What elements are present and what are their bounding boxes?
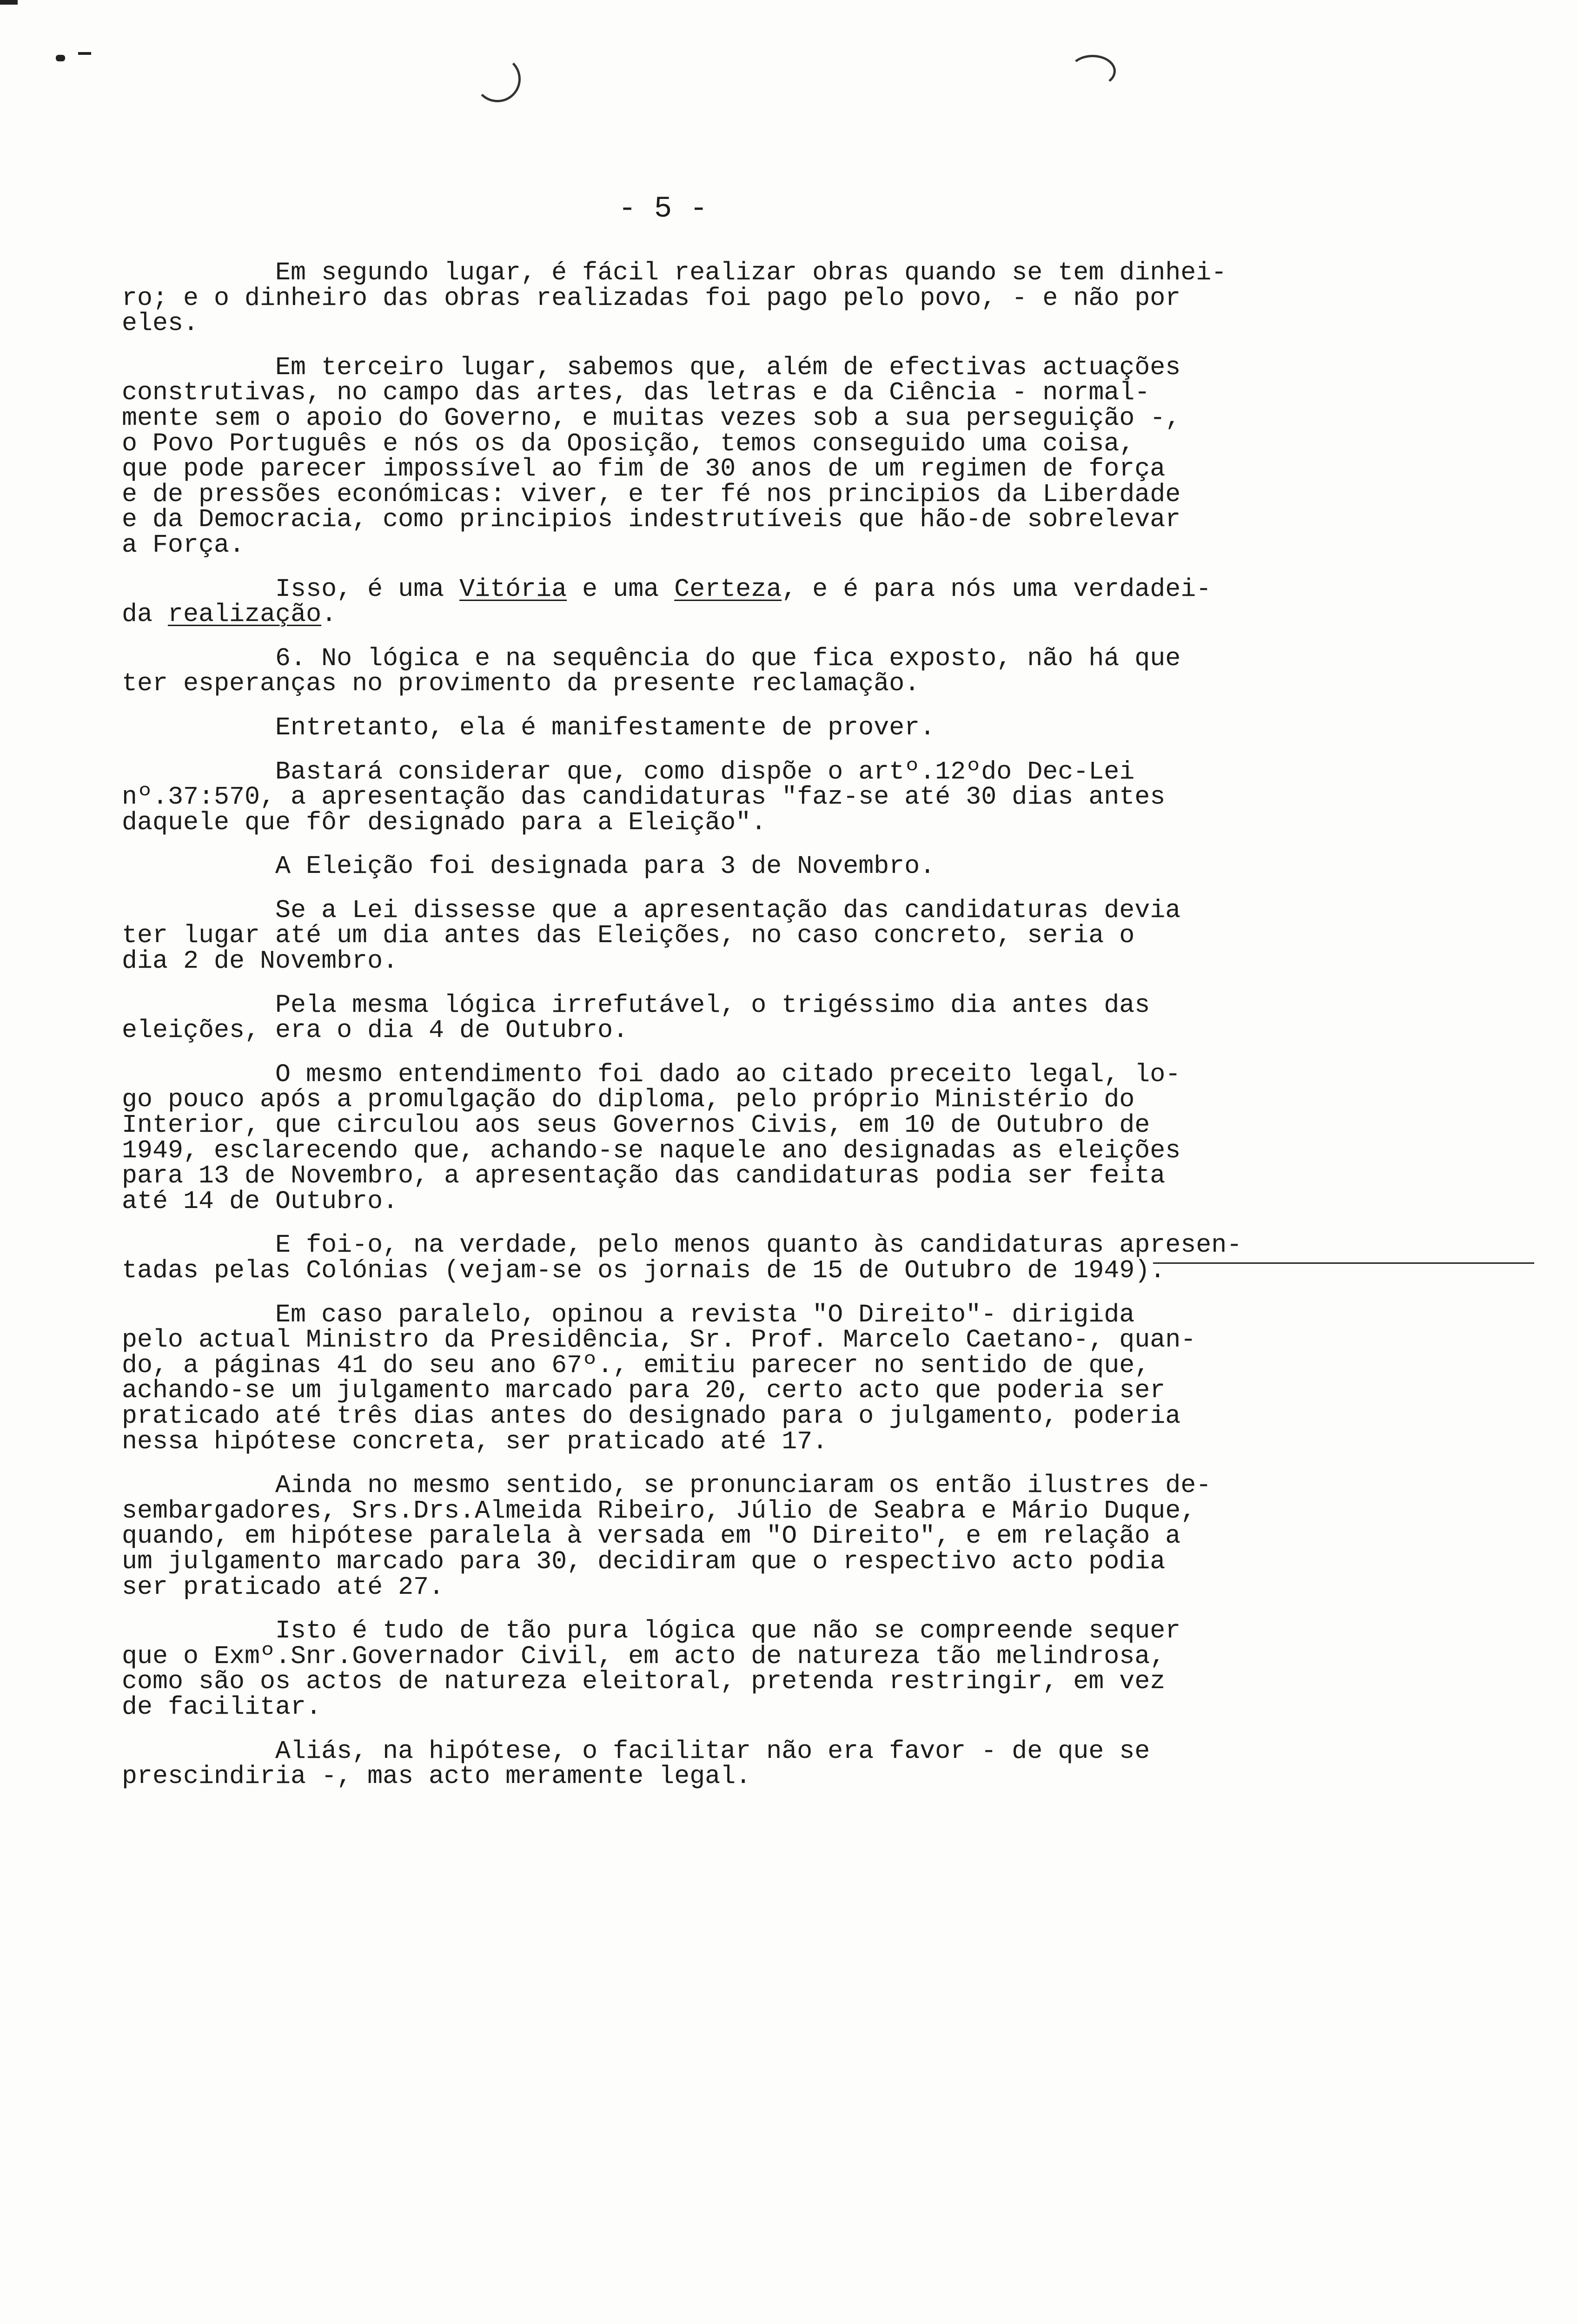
text-line: ter esperanças no provimento da presente reclamação. [122,669,920,699]
text-line: ro; e o dinheiro das obras realizadas foi pago pelo povo, - e não por [122,283,1181,313]
text-line: eles. [122,309,199,338]
text-line: prescindiria -, mas acto meramente legal. [122,1762,751,1791]
text-line: Interior, que circulou aos seus Governos Civis, em 10 de Outubro de [122,1110,1150,1140]
text-line: eleições, era o dia 4 de Outubro. [122,1016,629,1045]
text-line: 6. No lógica e na sequência do que fica exposto, não há que [122,643,1181,673]
paragraph-gap [122,1214,1242,1233]
paragraph-gap [122,879,1242,898]
paragraph-gap [122,697,1242,715]
corner-mark [78,52,91,55]
text-line: que pode parecer impossível ao fim de 30 anos de um regimen de força [122,454,1166,484]
text-line: do, a páginas 41 do seu ano 67º., emitiu parecer no sentido de que, [122,1350,1150,1380]
text-line: Bastará considerar que, como dispõe o artº.12ºdo Dec-Lei [122,757,1135,786]
paragraph-gap [122,835,1242,854]
paragraph-gap [122,337,1242,355]
text-line: daquele que fôr designado para a Eleição". [122,807,767,837]
text-line: a Força. [122,530,245,560]
punch-hole-mark [1069,55,1116,87]
text-line: e da Democracia, como principios indestrutíveis que hão-de sobrelevar [122,505,1181,535]
text-line: Pela mesma lógica irrefutável, o trigéssimo dia antes das [122,990,1150,1020]
text-line: sembargadores, Srs.Drs.Almeida Ribeiro, Júlio de Seabra e Mário Duque, [122,1496,1196,1525]
text-line: Entretanto, ela é manifestamente de prover. [122,713,935,742]
text-line: Ainda no mesmo sentido, se pronunciaram os então ilustres de- [122,1471,1212,1500]
text-line: achando-se um julgamento marcado para 20, certo acto que poderia ser [122,1376,1166,1406]
text-line: e de pressões económicas: viver, e ter fé nos principios da Liberdade [122,479,1181,509]
text-line: 1949, esclarecendo que, achando-se naquele ano designadas as eleições [122,1136,1181,1165]
text-line: o Povo Português e nós os da Oposição, temos conseguido uma coisa, [122,429,1135,458]
corner-mark [0,0,18,5]
paragraph-gap [122,1284,1242,1302]
text-line: quando, em hipótese paralela à versada em "O Direito", e em relação a [122,1521,1181,1551]
underlined-word: Vitória [459,574,567,604]
punch-hole-mark [474,56,521,102]
text-line: A Eleição foi designada para 3 de Novembro. [122,852,935,881]
text-line: Se a Lei dissesse que a apresentação das candidaturas devia [122,895,1181,925]
paragraph-gap [122,558,1242,577]
text-line: de facilitar. [122,1692,322,1722]
text-line: da realização. [122,600,337,629]
text-line: que o Exmº.Snr.Governador Civil, em acto de natureza tão melindrosa, [122,1641,1166,1671]
text-line: para 13 de Novembro, a apresentação das candidaturas podia ser feita [122,1161,1166,1191]
corner-mark [56,55,65,61]
text-line: E foi-o, na verdade, pelo menos quanto às candidaturas apresen- [122,1230,1242,1260]
text-line: ser praticado até 27. [122,1572,444,1602]
paragraph-gap [122,974,1242,993]
text-line: até 14 de Outubro. [122,1186,398,1216]
text-line: mente sem o apoio do Governo, e muitas vezes sob a sua perseguição -, [122,403,1181,433]
underlined-word: Certeza [674,574,782,604]
paragraph-gap [122,627,1242,646]
text-line: Em terceiro lugar, sabemos que, além de efectivas actuações [122,352,1181,382]
text-line: dia 2 de Novembro. [122,946,398,976]
paragraph-gap [122,1600,1242,1618]
text-line: Em caso paralelo, opinou a revista "O Direito"- dirigida [122,1300,1135,1329]
text-line: ter lugar até um dia antes das Eleições, no caso concreto, seria o [122,921,1135,951]
text-line: Isto é tudo de tão pura lógica que não se compreende sequer [122,1616,1181,1646]
text-line: Isso, é uma Vitória e uma Certeza, e é para nós uma verdadei- [122,574,1212,604]
paragraph-gap [122,1720,1242,1739]
text-line: como são os actos de natureza eleitoral, pretenda restringir, em vez [122,1667,1166,1697]
text-line: O mesmo entendimento foi dado ao citado preceito legal, lo- [122,1059,1181,1089]
text-line: go pouco após a promulgação do diploma, pelo próprio Ministério do [122,1085,1135,1115]
text-line: pelo actual Ministro da Presidência, Sr. Prof. Marcelo Caetano-, quan- [122,1325,1196,1355]
page-number: - 5 - [618,192,708,226]
text-line: Aliás, na hipótese, o facilitar não era favor - de que se [122,1736,1150,1766]
paragraph-gap [122,741,1242,759]
text-line: tadas pelas Colónias (vejam-se os jornais de 15 de Outubro de 1949). [122,1256,1166,1285]
underlined-word: realização [168,600,322,629]
text-line: Em segundo lugar, é fácil realizar obras quando se tem dinhei- [122,258,1227,287]
paragraph-gap [122,1043,1242,1062]
text-line: nº.37:570, a apresentação das candidaturas "faz-se até 30 dias antes [122,782,1166,812]
text-line: construtivas, no campo das artes, das letras e da Ciência - normal- [122,378,1150,408]
body-text [122,260,1242,1789]
text-line: nessa hipótese concreta, ser praticado até 17. [122,1426,828,1456]
text-line: praticado até três dias antes do designado para o julgamento, poderia [122,1401,1181,1431]
paragraph-gap [122,1454,1242,1473]
text-line: um julgamento marcado para 30, decidiram que o respectivo acto podia [122,1546,1166,1576]
